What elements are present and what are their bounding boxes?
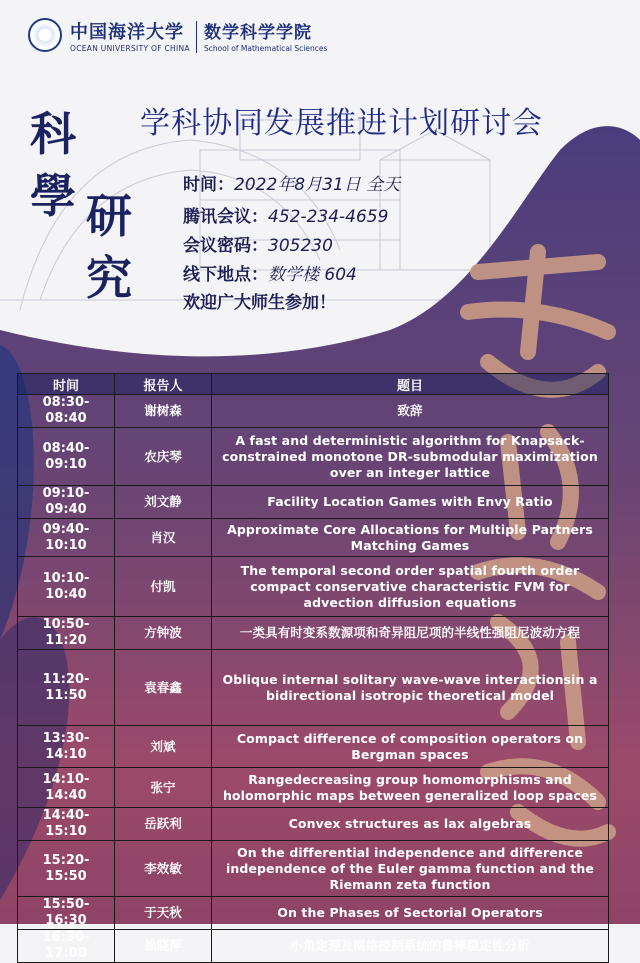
meeting-id: 452-234-4659 [268,207,389,227]
password-label: 会议密码： [183,236,268,256]
row-speaker: 肖汉 [115,519,212,557]
row-title: A fast and deterministic algorithm for Knapsack-constrained monotone DR-submodular maximization over an integer lattice [212,428,609,486]
table-row [18,841,609,897]
table-header-row [18,374,609,395]
row-title: 小角定理及网络控制系统的鲁棒稳定性分析 [212,930,609,963]
meeting-label: 腾讯会议： [183,207,268,227]
row-time: 15:20-15:50 [18,841,115,897]
column-header-title: 题目 [212,374,609,395]
calligraphy-char: 科 [30,107,76,161]
row-title: The temporal second order spatial fourth order compact conservative characteristic FVM for advection diffusion equations [212,557,609,617]
row-time: 14:10-14:40 [18,768,115,808]
row-speaker: 袁春鑫 [115,650,212,726]
table-row [18,930,609,963]
row-speaker: 于天秋 [115,897,212,930]
row-speaker: 岳跃利 [115,808,212,841]
university-name-cn: 中国海洋大学 [70,22,184,43]
table-row [18,897,609,930]
school-name-cn: 数学科学学院 [204,23,312,43]
row-title: 一类具有时变系数源项和奇异阻尼项的半线性强阻尼波动方程 [212,617,609,650]
row-speaker: 刘斌 [115,726,212,768]
row-time: 10:50-11:20 [18,617,115,650]
row-speaker: 李效敏 [115,841,212,897]
calligraphy-char: 究 [86,251,132,305]
row-speaker: 张宁 [115,768,212,808]
logo-block [28,18,358,58]
place-value: 数学楼 604 [268,265,357,285]
row-speaker: 刘文静 [115,486,212,519]
schedule-table [17,373,609,963]
calligraphy-char: 學 [30,169,76,223]
table-row [18,617,609,650]
table-row [18,726,609,768]
row-time: 14:40-15:10 [18,808,115,841]
row-time: 15:50-16:30 [18,897,115,930]
table-row [18,428,609,486]
row-title: Facility Location Games with Envy Ratio [212,486,609,519]
row-speaker: 农庆琴 [115,428,212,486]
row-time: 08:40-09:10 [18,428,115,486]
info-password [183,231,333,256]
row-speaker: 谢树森 [115,395,212,428]
password-value: 305230 [268,236,333,256]
place-label: 线下地点： [183,265,268,285]
row-time: 16:30-17:00 [18,930,115,963]
row-title: Rangedecreasing group homomorphisms and holomorphic maps between generalized loop spaces [212,768,609,808]
row-speaker: 付凯 [115,557,212,617]
column-header-time: 时间 [18,374,115,395]
row-time: 13:30-14:10 [18,726,115,768]
row-title: 致辞 [212,395,609,428]
row-speaker: 方钟波 [115,617,212,650]
table-row [18,486,609,519]
row-time: 11:20-11:50 [18,650,115,726]
info-place [183,260,357,285]
row-title: Compact difference of composition operators on Bergman spaces [212,726,609,768]
welcome-text: 欢迎广大师生参加！ [183,293,336,313]
row-title: On the differential independence and difference independence of the Euler gamma function and the Riemann zeta function [212,841,609,897]
row-time: 08:30-08:40 [18,395,115,428]
school-name-en: School of Mathematical Sciences [204,44,328,53]
column-header-speaker: 报告人 [115,374,212,395]
row-title: Approximate Core Allocations for Multiple Partners Matching Games [212,519,609,557]
university-name-en: OCEAN UNIVERSITY OF CHINA [70,44,190,53]
time-value: 2022年8月31日 全天 [234,175,401,195]
row-title: Oblique internal solitary wave-wave interactionsin a bidirectional isotropic theoretical model [212,650,609,726]
row-time: 10:10-10:40 [18,557,115,617]
row-time: 09:40-10:10 [18,519,115,557]
university-seal-icon [28,18,62,52]
page-title: 学科协同发展推进计划研讨会 [140,106,543,141]
info-welcome [183,288,336,313]
info-meeting [183,202,388,227]
calligraphy-char: 研 [86,189,132,243]
row-time: 09:10-09:40 [18,486,115,519]
table-row [18,650,609,726]
info-time [183,170,400,195]
row-speaker: 徐晓萍 [115,930,212,963]
row-title: On the Phases of Sectorial Operators [212,897,609,930]
table-row [18,395,609,428]
time-label: 时间： [183,175,234,195]
table-row [18,557,609,617]
table-row [18,808,609,841]
logo-divider [196,21,197,53]
table-row [18,768,609,808]
row-title: Convex structures as lax algebras [212,808,609,841]
table-row [18,519,609,557]
